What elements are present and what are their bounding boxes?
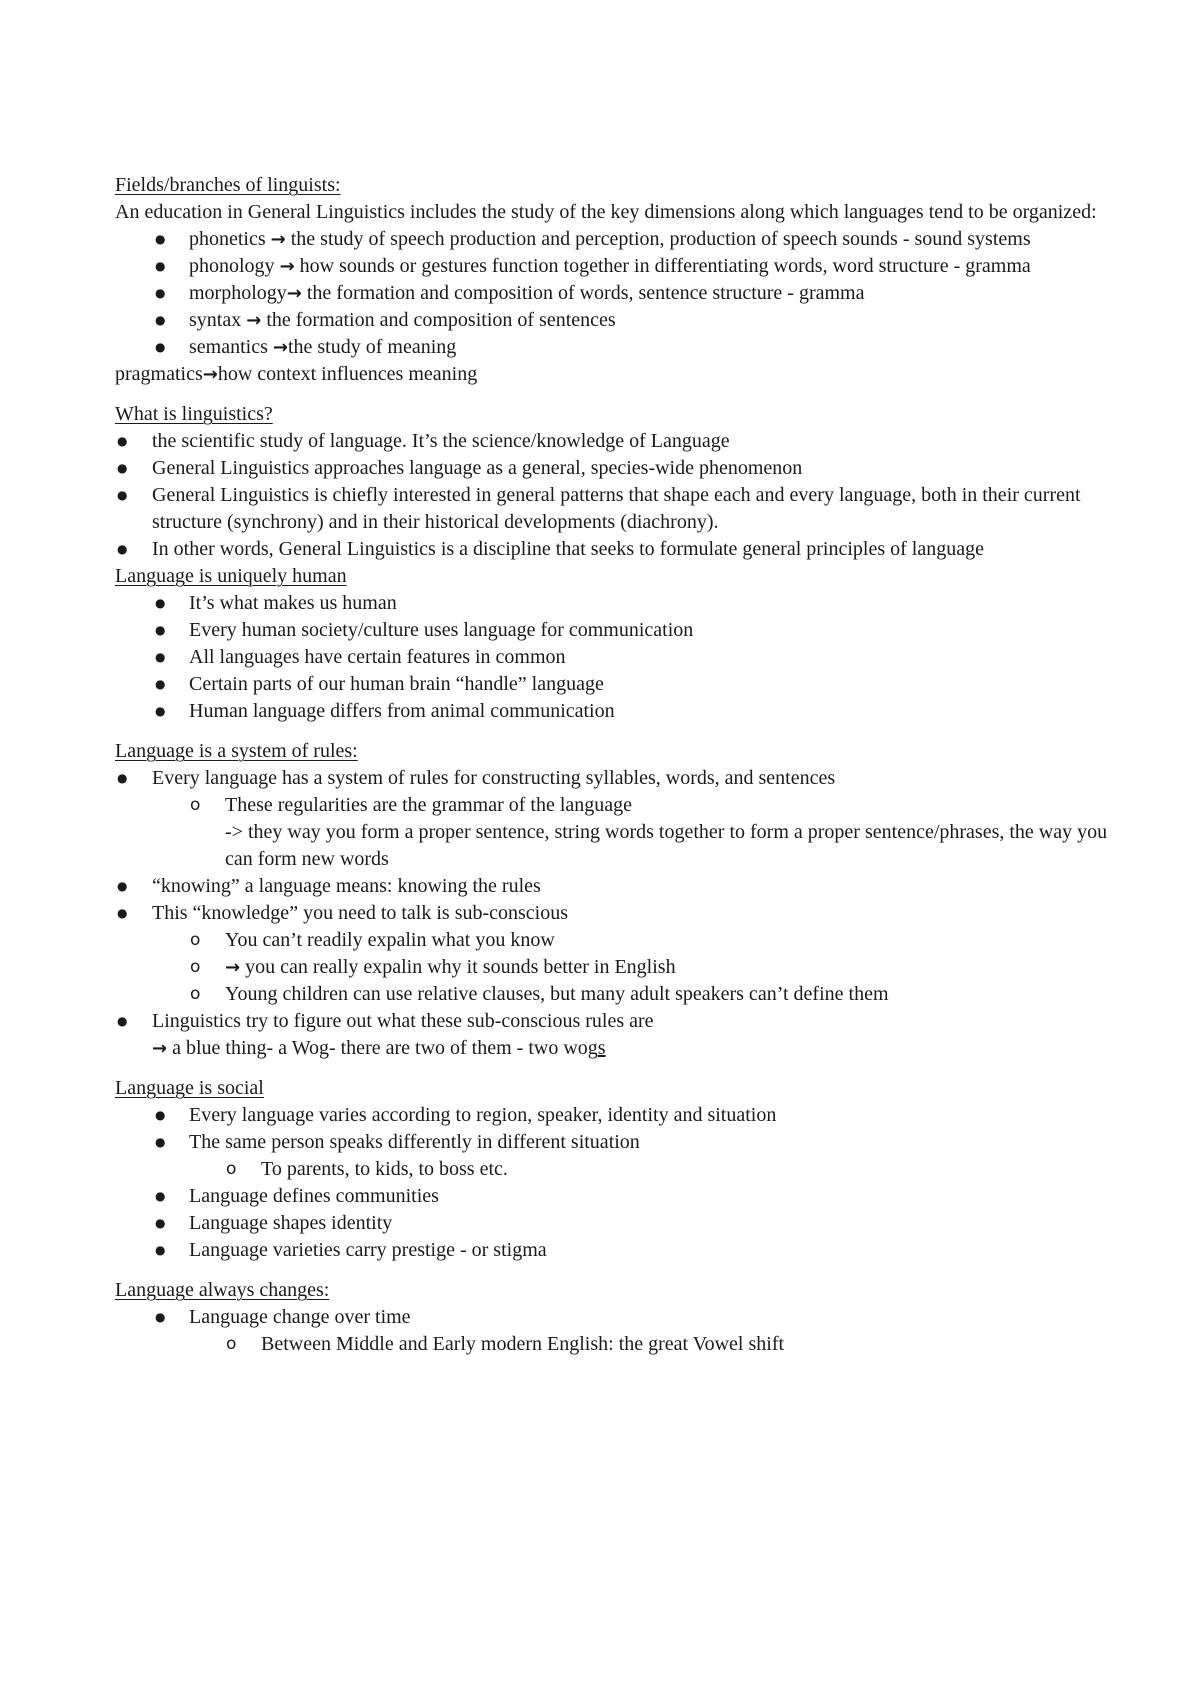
list-item: ● Human language differs from animal communication (115, 698, 1115, 725)
arrow-icon: → (246, 310, 262, 331)
list-item: ● “knowing” a language means: knowing the rules (115, 873, 1115, 900)
pragmatics-line: pragmatics→how context influences meaning (115, 363, 478, 385)
bullet-icon: ● (155, 623, 166, 637)
list-item: ● General Linguistics approaches language as a general, species-wide phenomenon (115, 455, 1115, 482)
list-item: ● the scientific study of language. It’s the science/knowledge of Language (115, 428, 1115, 455)
spacer (115, 725, 1115, 738)
bullet-icon: ● (117, 879, 128, 893)
arrow-icon: → (279, 256, 295, 277)
section-heading-fields: Fields/branches of linguists: (115, 174, 341, 196)
arrow-icon: → (272, 337, 288, 358)
sub-list-item: o → you can really expalin why it sounds better in English (115, 954, 1115, 981)
list-item: ● Linguistics try to figure out what these sub-conscious rules are → a blue thing- a Wog- there are two of them - two wogs (117, 1010, 654, 1059)
sub-list-item: o These regularities are the grammar of the language -> they way you form a proper sentence, string words together to form a proper sentence/phrases, the way you can form new words (190, 794, 1108, 870)
section-heading-social: Language is social (115, 1077, 264, 1099)
list-item: ● semantics →the study of meaning (115, 334, 1115, 361)
spacer (115, 388, 1115, 401)
list-item: ● Every human society/culture uses language for communication (115, 617, 1115, 644)
fields-intro: An education in General Linguistics includes the study of the key dimensions along which languages tend to be organized: (115, 201, 1097, 223)
circle-bullet-icon: o (226, 1334, 237, 1354)
bullet-icon: ● (117, 461, 128, 475)
bullet-icon: ● (155, 340, 166, 354)
section-heading-rules: Language is a system of rules: (115, 740, 358, 762)
sub-list-item: o To parents, to kids, to boss etc. (115, 1156, 1115, 1183)
section-heading-changes: Language always changes: (115, 1279, 330, 1301)
list-item: ● morphology→ the formation and composition of words, sentence structure - gramma (115, 280, 1115, 307)
bullet-icon: ● (155, 596, 166, 610)
sub-list-item: o Between Middle and Early modern English: the great Vowel shift (115, 1331, 1115, 1358)
bullet-icon: ● (117, 488, 128, 502)
section-heading-human: Language is uniquely human (115, 565, 347, 587)
bullet-icon: ● (155, 259, 166, 273)
list-item: ● Certain parts of our human brain “handle” language (115, 671, 1115, 698)
bullet-icon: ● (117, 542, 128, 556)
bullet-icon: ● (155, 1216, 166, 1230)
list-item: ● It’s what makes us human (115, 590, 1115, 617)
arrow-icon: → (152, 1038, 168, 1059)
arrow-icon: → (225, 957, 241, 978)
spacer (115, 1264, 1115, 1277)
list-item: ● Language defines communities (115, 1183, 1115, 1210)
sub-list-item: o You can’t readily expalin what you know (115, 927, 1115, 954)
circle-bullet-icon: o (190, 984, 201, 1004)
circle-bullet-icon: o (190, 957, 201, 977)
list-item: ● phonetics → the study of speech production and perception, production of speech sounds - sound systems (115, 226, 1115, 253)
arrow-icon: → (286, 283, 302, 304)
circle-bullet-icon: o (190, 795, 201, 815)
human-list (115, 590, 1115, 725)
list-item: ● Language varieties carry prestige - or stigma (115, 1237, 1115, 1264)
what-list (115, 428, 1115, 563)
list-item: ● Language shapes identity (115, 1210, 1115, 1237)
fields-list (115, 226, 1115, 361)
bullet-icon: ● (155, 232, 166, 246)
list-item: ● In other words, General Linguistics is a discipline that seeks to formulate general principles of language (115, 536, 1115, 563)
bullet-icon: ● (155, 313, 166, 327)
bullet-icon: ● (155, 1310, 166, 1324)
list-item: ● syntax → the formation and composition of sentences (115, 307, 1115, 334)
list-item: ● Language change over time (115, 1304, 1115, 1331)
circle-bullet-icon: o (190, 930, 201, 950)
bullet-icon: ● (155, 286, 166, 300)
bullet-icon: ● (155, 1135, 166, 1149)
list-item: ● All languages have certain features in common (115, 644, 1115, 671)
list-item: ● General Linguistics is chiefly interested in general patterns that shape each and every language, both in their current structure (synchrony) and in their historical developments (diachrony). (117, 484, 1081, 533)
social-list (115, 1102, 1115, 1264)
list-item: ● This “knowledge” you need to talk is sub-conscious (115, 900, 1115, 927)
document-page (115, 172, 1115, 1358)
bullet-icon: ● (155, 1189, 166, 1203)
bullet-icon: ● (117, 771, 128, 785)
list-item: ● phonology → how sounds or gestures function together in differentiating words, word structure - gramma (115, 253, 1115, 280)
bullet-icon: ● (155, 1243, 166, 1257)
bullet-icon: ● (117, 1014, 128, 1028)
bullet-icon: ● (117, 434, 128, 448)
circle-bullet-icon: o (226, 1159, 237, 1179)
section-heading-what: What is linguistics? (115, 403, 273, 425)
sub-list-item: o Young children can use relative clauses, but many adult speakers can’t define them (115, 981, 1115, 1008)
arrow-icon: → (202, 364, 218, 385)
bullet-icon: ● (155, 677, 166, 691)
list-item: ● Every language varies according to region, speaker, identity and situation (115, 1102, 1115, 1129)
bullet-icon: ● (155, 650, 166, 664)
bullet-icon: ● (117, 906, 128, 920)
spacer (115, 1062, 1115, 1075)
rules-list (115, 765, 1115, 1062)
list-item: ● The same person speaks differently in different situation (115, 1129, 1115, 1156)
changes-list (115, 1304, 1115, 1358)
list-item: ● Every language has a system of rules for constructing syllables, words, and sentences (115, 765, 1115, 792)
arrow-icon: → (270, 229, 286, 250)
bullet-icon: ● (155, 1108, 166, 1122)
bullet-icon: ● (155, 704, 166, 718)
